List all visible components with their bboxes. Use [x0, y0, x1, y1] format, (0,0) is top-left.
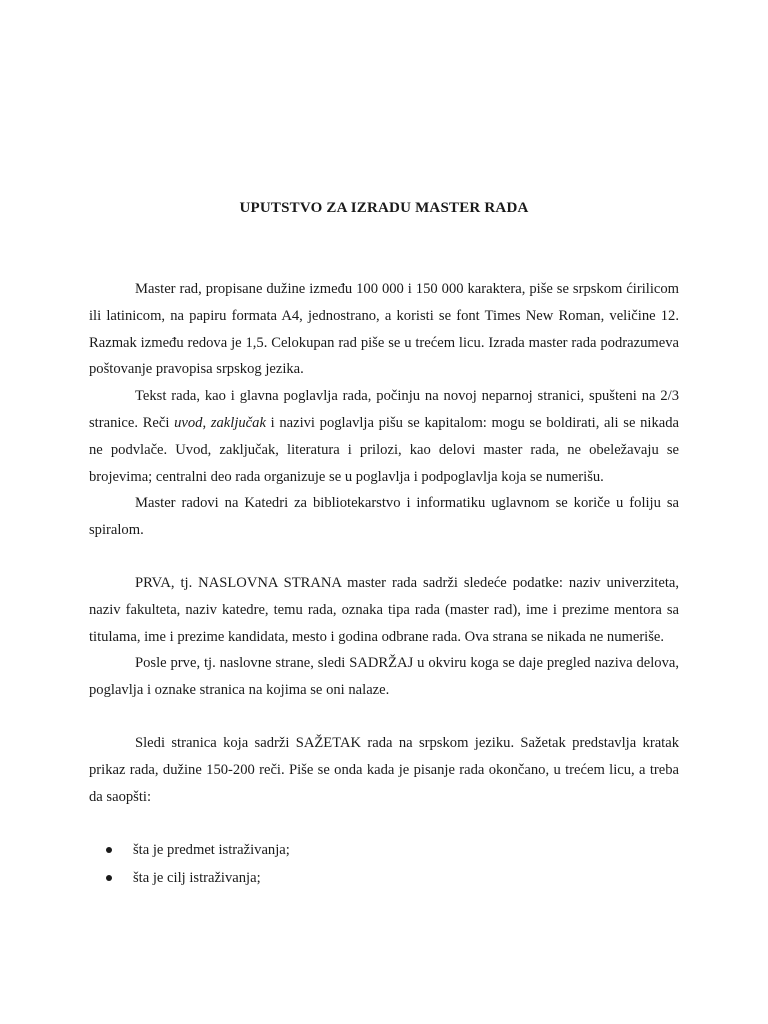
paragraph-summary: Sledi stranica koja sadrži SAŽETAK rada na srpskom jeziku. Sažetak predstavlja kratak prikaz rada, dužine 150-200 reči. Piše se onda kada je pisanje rada okončano, u trećem licu, a treba da saopšti: [89, 734, 679, 805]
document-title: UPUTSTVO ZA IZRADU MASTER RADA [239, 200, 529, 216]
paragraph-contents: Posle prve, tj. naslovne strane, sledi SADRŽAJ u okviru koga se daje pregled naziva delova, poglavlja i oznake stranica na kojima se oni nalaze. [89, 655, 679, 699]
bullet-icon [106, 847, 112, 853]
summary-bullet-list [89, 836, 679, 892]
document-body [89, 276, 679, 892]
bullet-icon [106, 875, 112, 881]
list-item [103, 864, 679, 892]
list-item-text: šta je predmet istraživanja; [133, 842, 290, 859]
paragraph-structure-em-zakljucak: zaključak [210, 414, 266, 431]
paragraph-structure-text-b: , [202, 414, 211, 431]
paragraph-structure [89, 383, 679, 490]
paragraph-title-page: PRVA, tj. NASLOVNA STRANA master rada sadrži sledeće podatke: naziv univerziteta, naziv fakulteta, naziv katedre, temu rada, oznaka tipa rada (master rad), ime i prezime mentora sa titulama, ime i prezime kandidata, mesto i godina odbrane rada. Ova strana se nikada ne numeriše. [89, 574, 679, 645]
paragraph-structure-text-c: i nazivi poglavlja pišu se kapitalom: mogu se boldirati, ali se nikada ne podvlače. Uvod, zaključak, literatura i prilozi, kao delovi master rada, ne obeležavaju se brojevima; centralni deo rada organizuje se u poglavlja i podpoglavlja koja se numerišu. [89, 414, 679, 485]
paragraph-gap [89, 544, 679, 570]
paragraph-gap [89, 810, 679, 836]
paragraph-structure-em-uvod: uvod [174, 414, 203, 431]
paragraph-structure-text-a: Tekst rada, kao i glavna poglavlja rada, počinju na novoj neparnoj stranici, spušteni na 2/3 stranice. Reči [89, 388, 679, 431]
paragraph-length-format: Master rad, propisane dužine između 100 000 i 150 000 karaktera, piše se srpskom ćirilicom ili latinicom, na papiru formata A4, jednostrano, a koristi se font Times New Roman, veličine 12. Razmak između redova je 1,5. Celokupan rad piše se u trećem licu. Izrada master rada podrazumeva poštovanje pravopisa srpskog jezika. [89, 281, 679, 378]
paragraph-binding: Master radovi na Katedri za bibliotekarstvo i informatiku uglavnom se koriče u foliju sa spiralom. [89, 495, 679, 539]
list-item [103, 836, 679, 864]
list-item-text: šta je cilj istraživanja; [133, 870, 261, 887]
paragraph-gap [89, 704, 679, 730]
